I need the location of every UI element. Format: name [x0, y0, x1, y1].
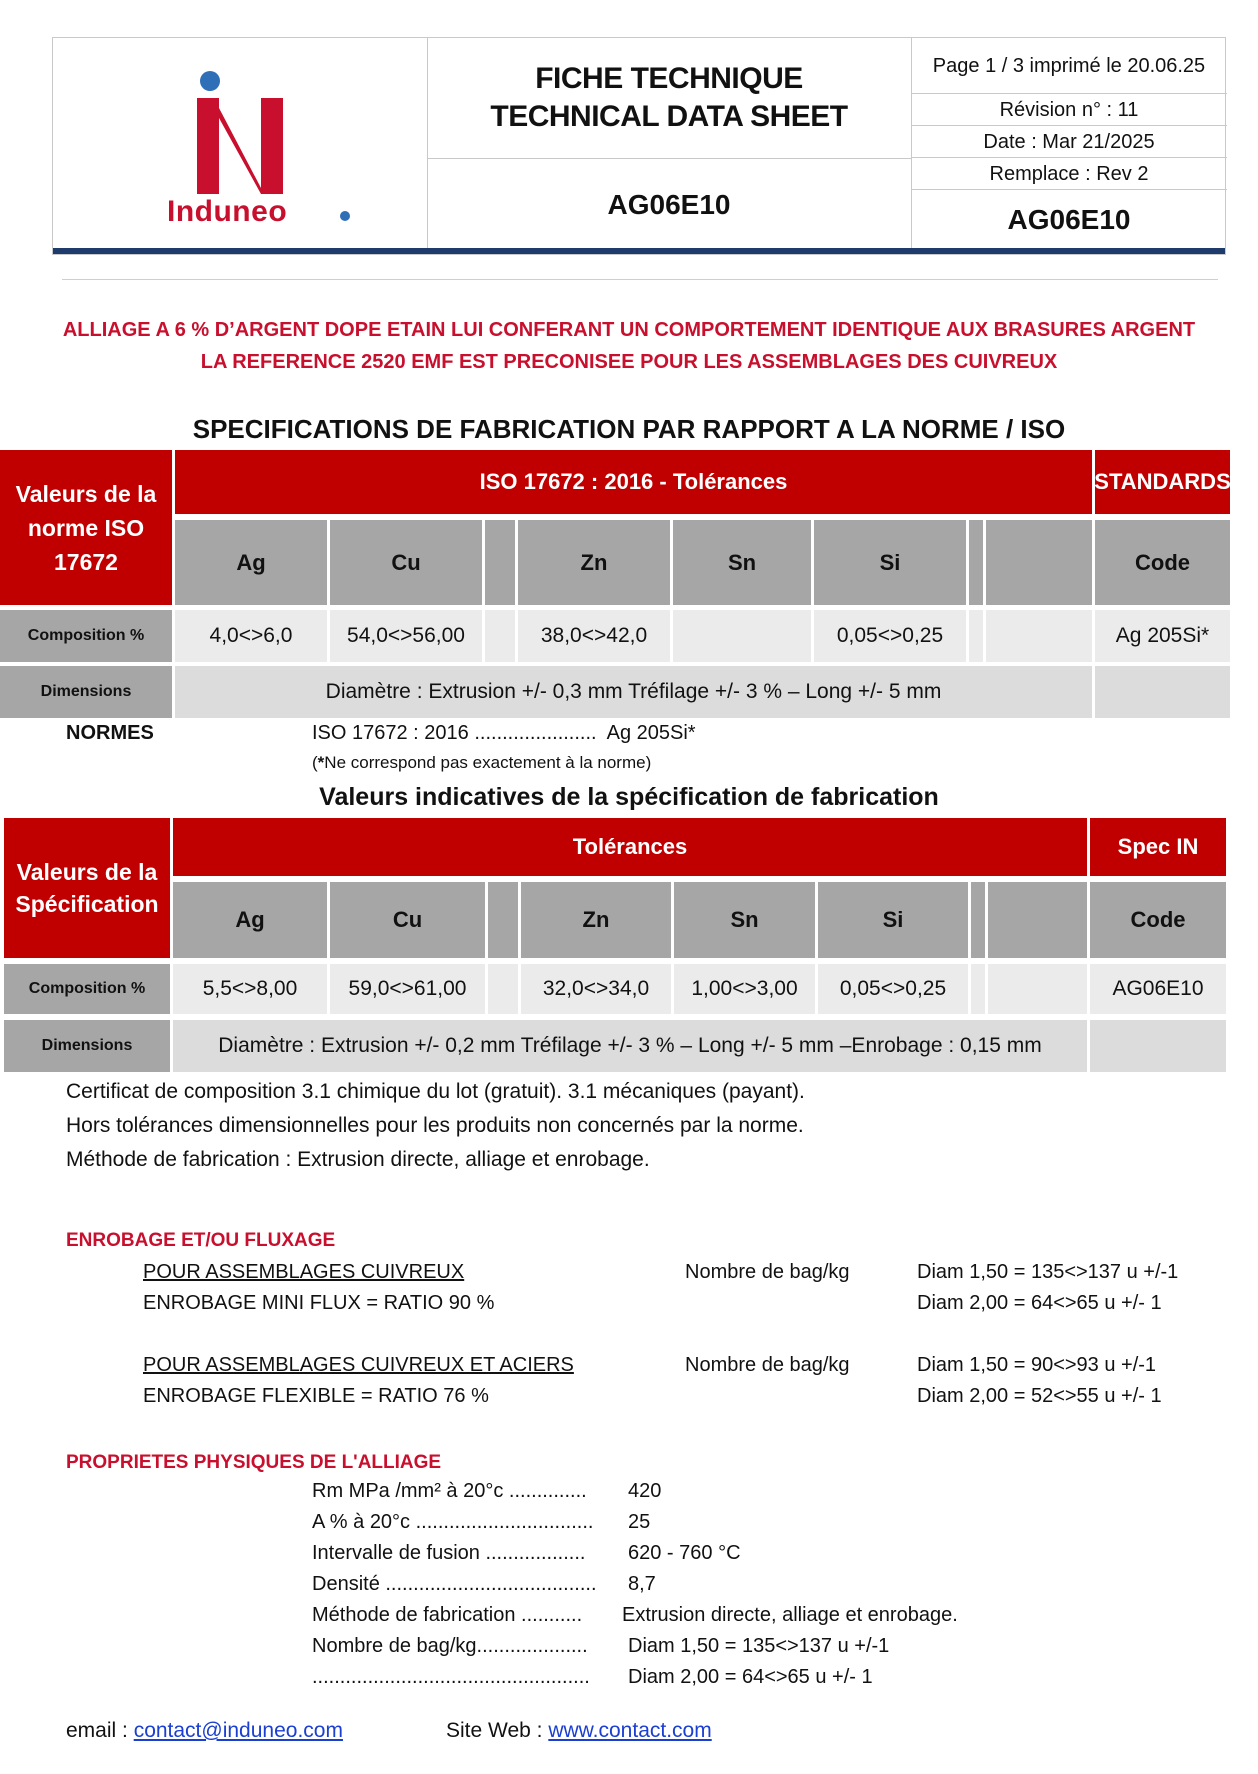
norm-comp-spacer-2: [969, 610, 983, 662]
norm-comp-ag: 4,0<>6,0: [175, 610, 327, 662]
norm-group-header: ISO 17672 : 2016 - Tolérances: [175, 450, 1092, 514]
norm-col-cu: Cu: [330, 520, 482, 605]
spec-comp-cu: 59,0<>61,00: [330, 964, 485, 1014]
spec-section-title: Valeurs indicatives de la spécification de fabrication: [319, 783, 939, 811]
spec-composition-label: Composition %: [4, 964, 170, 1014]
page-info: Page 1 / 3 imprimé le 20.06.25: [911, 38, 1227, 94]
norm-col-spacer: [485, 520, 515, 605]
property-value: 620 - 760 °C: [628, 1542, 741, 1564]
spec-group-header: Tolérances: [173, 818, 1087, 876]
spec-comp-spacer: [488, 964, 518, 1014]
norm-dimensions-empty: [1095, 666, 1230, 718]
coating-group2-line2: Diam 2,00 = 52<>55 u +/- 1: [917, 1385, 1162, 1407]
norm-comp-spacer: [485, 610, 515, 662]
spec-comp-sn: 1,00<>3,00: [674, 964, 815, 1014]
intro-line-2: LA REFERENCE 2520 EMF EST PRECONISEE POUR LES ASSEMBLAGES DES CUIVREUX: [200, 351, 1058, 373]
spec-dimensions-label: Dimensions: [4, 1020, 170, 1072]
norm-comp-si: 0,05<>0,25: [814, 610, 966, 662]
property-value: 25: [628, 1511, 651, 1533]
norm-dimensions-label: Dimensions: [0, 666, 172, 718]
spec-col-cu: Cu: [330, 882, 485, 958]
coating-group2-line1: Diam 1,50 = 90<>93 u +/-1: [917, 1354, 1157, 1376]
spec-dimensions-empty: [1090, 1020, 1226, 1072]
property-label: Méthode de fabrication ...........: [312, 1604, 583, 1626]
spec-col-si: Si: [818, 882, 968, 958]
title-en: TECHNICAL DATA SHEET: [490, 100, 848, 133]
footer-email: [66, 1719, 343, 1743]
property-value: 420: [628, 1480, 662, 1502]
replaces: Remplace : Rev 2: [911, 158, 1227, 190]
spec-comp-empty: [988, 964, 1087, 1014]
spec-col-spacer-2: [971, 882, 985, 958]
normes-note: [312, 753, 651, 773]
norm-comp-zn: 38,0<>42,0: [518, 610, 670, 662]
norm-section-title: SPECIFICATIONS DE FABRICATION PAR RAPPORT A LA NORME / ISO: [192, 414, 1066, 444]
coating-group1-line1: Diam 1,50 = 135<>137 u +/-1: [917, 1261, 1179, 1283]
norm-col-code: Code: [1095, 520, 1230, 605]
spec-col-ag: Ag: [173, 882, 327, 958]
normes-note-star: *: [317, 753, 325, 772]
norm-col-ag: Ag: [175, 520, 327, 605]
properties-title: PROPRIETES PHYSIQUES DE L'ALLIAGE: [66, 1452, 442, 1473]
header-bar: [53, 248, 1225, 254]
product-reference: AG06E10: [607, 188, 731, 220]
coating-group2-sub: ENROBAGE FLEXIBLE = RATIO 76 %: [143, 1385, 489, 1407]
spec-comp-ag: 5,5<>8,00: [173, 964, 327, 1014]
product-reference-right: AG06E10: [1007, 204, 1131, 235]
site-link[interactable]: www.contact.com: [548, 1719, 712, 1742]
norm-col-si: Si: [814, 520, 966, 605]
note-line: Certificat de composition 3.1 chimique du lot (gratuit). 3.1 mécaniques (payant).: [66, 1080, 805, 1103]
norm-comp-sn: [673, 610, 811, 662]
title-block: [427, 38, 912, 250]
spec-comp-zn: 32,0<>34,0: [521, 964, 671, 1014]
property-label: ..................................................: [312, 1666, 590, 1688]
spec-col-spacer: [488, 882, 518, 958]
normes-label: NORMES: [66, 722, 154, 744]
coating-group1-line2: Diam 2,00 = 64<>65 u +/- 1: [917, 1292, 1162, 1314]
spec-comp-spacer-2: [971, 964, 985, 1014]
email-label: email :: [66, 1719, 134, 1742]
site-label: Site Web :: [446, 1719, 549, 1742]
coating-title: ENROBAGE ET/OU FLUXAGE: [66, 1230, 336, 1251]
notes: [66, 1075, 805, 1177]
property-value: Diam 2,00 = 64<>65 u +/- 1: [628, 1666, 873, 1688]
norm-comp-empty: [986, 610, 1092, 662]
norm-col-zn: Zn: [518, 520, 670, 605]
coating-group1-title: POUR ASSEMBLAGES CUIVREUX: [143, 1261, 465, 1283]
document-header: [52, 37, 1226, 255]
spec-col-zn: Zn: [521, 882, 671, 958]
revision-block: [911, 38, 1227, 250]
footer-website: [446, 1719, 712, 1743]
norm-col-spacer-2: [969, 520, 983, 605]
logo-block: [53, 38, 428, 250]
property-label: Nombre de bag/kg....................: [312, 1635, 588, 1657]
property-label: A % à 20°c ................................: [312, 1511, 594, 1533]
norm-dimensions-value: Diamètre : Extrusion +/- 0,3 mm Tréfilage +/- 3 % – Long +/- 5 mm: [175, 666, 1092, 718]
coating-group2-title: POUR ASSEMBLAGES CUIVREUX ET ACIERS: [143, 1354, 574, 1376]
note-line: Méthode de fabrication : Extrusion directe, alliage et enrobage.: [66, 1148, 650, 1171]
spec-header: Spec IN: [1090, 818, 1226, 876]
logo-text: Induneo: [167, 195, 288, 228]
title-fr: FICHE TECHNIQUE: [535, 62, 803, 95]
norm-row-label: Valeurs de la norme ISO 17672: [0, 450, 172, 605]
revision: Révision n° : 11: [911, 94, 1227, 126]
norm-comp-cu: 54,0<>56,00: [330, 610, 482, 662]
coating-group1-bag-label: Nombre de bag/kg: [685, 1261, 850, 1283]
spec-comp-si: 0,05<>0,25: [818, 964, 968, 1014]
email-link[interactable]: contact@induneo.com: [133, 1719, 343, 1742]
property-label: Intervalle de fusion ..................: [312, 1542, 586, 1564]
norm-col-sn: Sn: [673, 520, 811, 605]
norm-composition-label: Composition %: [0, 610, 172, 662]
separator: [62, 279, 1218, 280]
norm-col-empty: [986, 520, 1092, 605]
coating-group1-sub: ENROBAGE MINI FLUX = RATIO 90 %: [143, 1292, 495, 1314]
normes-note-open: (: [312, 753, 318, 772]
intro-line-1: ALLIAGE A 6 % D’ARGENT DOPE ETAIN LUI CONFERANT UN COMPORTEMENT IDENTIQUE AUX BRASURES ARGENT: [62, 319, 1196, 341]
spec-row-label: Valeurs de la Spécification: [4, 818, 170, 958]
spec-col-sn: Sn: [674, 882, 815, 958]
note-line: Hors tolérances dimensionnelles pour les produits non concernés par la norme.: [66, 1114, 804, 1137]
property-value: Diam 1,50 = 135<>137 u +/-1: [628, 1635, 890, 1657]
normes-note-text: Ne correspond pas exactement à la norme): [324, 753, 652, 772]
coating-group2-bag-label: Nombre de bag/kg: [685, 1354, 850, 1376]
spec-comp-code: AG06E10: [1090, 964, 1226, 1014]
spec-dimensions-value: Diamètre : Extrusion +/- 0,2 mm Tréfilage +/- 3 % – Long +/- 5 mm –Enrobage : 0,15 mm: [173, 1020, 1087, 1072]
spec-col-empty: [988, 882, 1087, 958]
property-label: Densité ......................................: [312, 1573, 597, 1595]
norm-standards-header: STANDARDS: [1095, 450, 1230, 514]
date: Date : Mar 21/2025: [911, 126, 1227, 158]
property-value: Extrusion directe, alliage et enrobage.: [622, 1604, 958, 1626]
spec-col-code: Code: [1090, 882, 1226, 958]
normes-value: ISO 17672 : 2016 ...................... Ag 205Si*: [312, 722, 696, 744]
property-value: 8,7: [628, 1573, 656, 1595]
property-label: Rm MPa /mm² à 20°c ..............: [312, 1480, 587, 1502]
norm-comp-code: Ag 205Si*: [1095, 610, 1230, 662]
